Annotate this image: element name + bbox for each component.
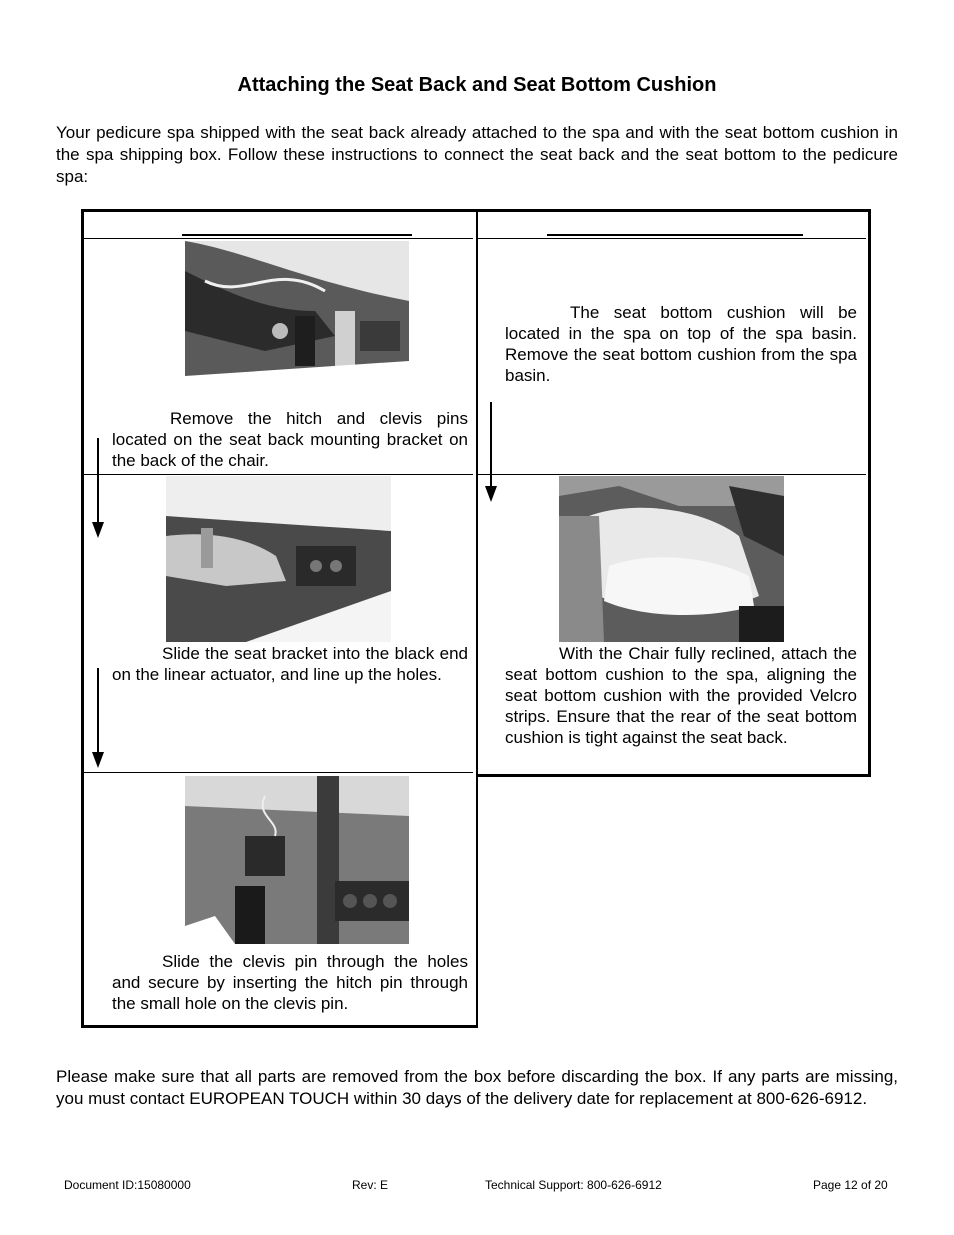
arrow-down-icon — [92, 668, 104, 768]
header-row-divider-left — [84, 238, 473, 239]
footer-document-id: Document ID:15080000 — [64, 1178, 191, 1192]
arrow-down-icon — [92, 438, 104, 538]
row-divider-2-left — [84, 772, 473, 773]
footer-revision: Rev: E — [352, 1178, 389, 1192]
intro-paragraph: Your pedicure spa shipped with the seat back already attached to the spa and with the seat bottom cushion in the spa shipping box. Follow these instructions to connect the seat back and the seat bottom to the pedicure spa: — [56, 123, 898, 186]
footer-page-number: Page 12 of 20 — [813, 1178, 888, 1192]
footer-support: Technical Support: 800-626-6912 — [485, 1178, 662, 1192]
row-divider-1-right — [478, 474, 866, 475]
row-divider-1-left — [84, 474, 473, 475]
right-heading-underline — [547, 234, 803, 236]
arrow-down-icon — [485, 402, 497, 502]
step-2-text: Slide the seat bracket into the black end on the linear actuator, and line up the holes. — [112, 644, 468, 684]
step-1-text: Remove the hitch and clevis pins located on the seat back mounting bracket on the back of the chair. — [112, 409, 468, 470]
photo-seat-bracket-actuator — [166, 476, 391, 642]
step-3-text: Slide the clevis pin through the holes and secure by inserting the hitch pin through the small hole on the clevis pin. — [112, 952, 468, 1013]
page-title: Attaching the Seat Back and Seat Bottom Cushion — [237, 74, 717, 96]
step-4-text: The seat bottom cushion will be located in the spa on top of the spa basin. Remove the seat bottom cushion from the spa basin. — [505, 303, 857, 385]
photo-clevis-pin — [185, 776, 409, 944]
header-row-divider-right — [478, 238, 866, 239]
left-heading-underline — [182, 234, 412, 236]
photo-seat-back-bracket — [185, 241, 409, 405]
closing-paragraph: Please make sure that all parts are removed from the box before discarding the box. If any parts are missing, you must contact EUROPEAN TOUCH within 30 days of the delivery date for replacement at 800-626-6912. — [56, 1067, 898, 1108]
photo-seat-cushion — [559, 476, 784, 642]
step-5-text: With the Chair fully reclined, attach the seat bottom cushion to the spa, aligning the seat bottom cushion with the provided Velcro strips. Ensure that the rear of the seat bottom cushion is tight against the seat back. — [505, 644, 857, 747]
